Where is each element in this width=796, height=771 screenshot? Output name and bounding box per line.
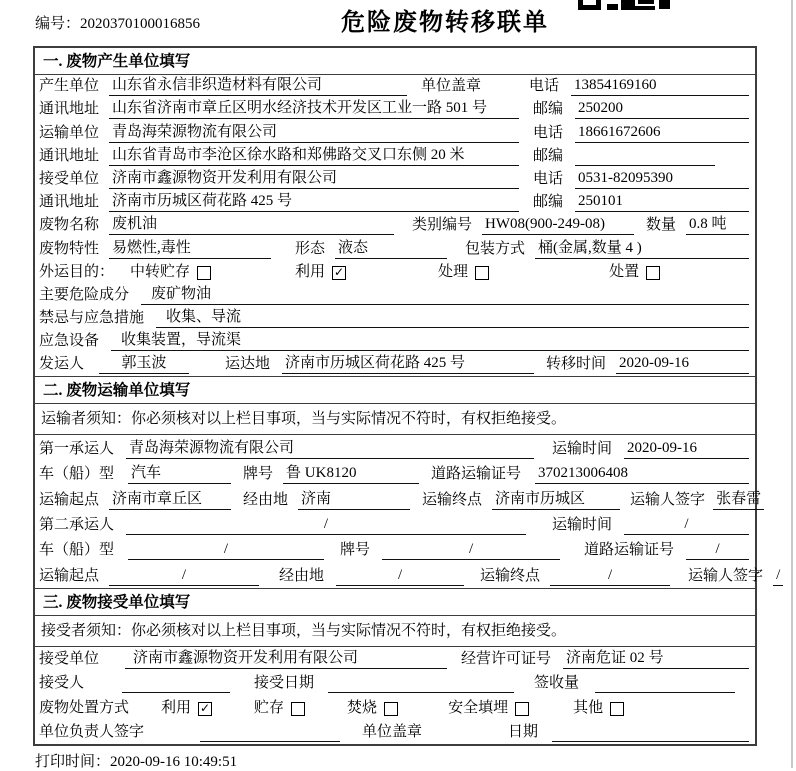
row-second-carrier (35, 512, 755, 537)
signed-quantity-value (595, 674, 735, 693)
disposal-store-label: 贮存 (254, 699, 285, 716)
first-carrier-value: 青岛海荣源物流有限公司 (126, 439, 534, 459)
disposal-method-label: 废物处置方式 (39, 699, 130, 716)
receiver-phone-label: 电话 (533, 170, 564, 187)
destination-value: 济南市历城区荷花路 425 号 (282, 354, 534, 374)
second-carrier-label: 第二承运人 (39, 517, 115, 533)
row-hazardous-component (35, 284, 755, 307)
print-time-label: 打印时间： (35, 754, 111, 770)
manifest-form (33, 46, 781, 746)
transporter-address-label: 通讯地址 (39, 147, 100, 164)
row-vehicle1 (35, 461, 755, 486)
disposal-option-store (254, 699, 305, 718)
emergency-equipment-label: 应急设备 (39, 333, 100, 350)
purpose-dispose-label: 处置 (609, 263, 640, 280)
row-emergency-measures (35, 307, 755, 330)
second-carrier-value: / (126, 515, 526, 535)
print-time-value: 2020-09-16 10:49:51 (110, 754, 238, 770)
destination-label: 运达地 (225, 356, 271, 373)
vehicle-type1-label: 车（船）型 (39, 466, 115, 483)
receiver-unit-label: 接受单位 (39, 170, 100, 187)
plate-number2-value: / (382, 540, 560, 560)
purpose-utilize-label: 利用 (295, 263, 326, 280)
receiver-seal-label: 单位盖章 (362, 723, 423, 740)
waste-name-label: 废物名称 (39, 217, 100, 234)
purpose-transit-storage-label: 中转贮存 (130, 263, 191, 280)
origin2-label: 运输起点 (39, 567, 100, 584)
row-consignor (35, 353, 755, 376)
generator-unit-label: 产生单位 (39, 78, 100, 95)
via1-label: 经由地 (243, 491, 289, 508)
disposal-utilize-label: 利用 (161, 699, 192, 716)
serial-label: 编号： (35, 16, 81, 32)
purpose-option-dispose (609, 263, 660, 282)
license-number-label: 经营许可证号 (461, 651, 552, 668)
quantity-value: 0.8 吨 (686, 215, 749, 235)
generator-address-label: 通讯地址 (39, 101, 100, 118)
receiver-postcode-label: 邮编 (533, 194, 564, 211)
disposal-store-checkbox-icon (291, 702, 305, 716)
transporter-signature2-label: 运输人签字 (688, 567, 764, 584)
serial-value: 2020370100016856 (80, 16, 201, 32)
origin2-value: / (109, 566, 259, 586)
section1-title: 一. 废物产生单位填写 (35, 48, 755, 75)
emergency-equipment-value: 收集装置，导流渠 (111, 331, 749, 351)
row-receiver-unit (35, 168, 755, 191)
via2-value: / (336, 566, 464, 586)
hazardous-component-value: 废矿物油 (141, 285, 749, 305)
disposal-option-utilize (161, 699, 212, 718)
waste-property-value: 易燃性,毒性 (109, 239, 271, 259)
disposal-option-incinerate (347, 699, 398, 718)
purpose-utilize-checkbox-icon: ✓ (334, 265, 345, 280)
transfer-date-label: 转移时间 (546, 356, 607, 373)
generator-phone-label: 电话 (529, 78, 560, 95)
transport-time1-value: 2020-09-16 (624, 439, 749, 459)
disposal-option-landfill (448, 699, 529, 718)
row-transporter-unit (35, 121, 755, 144)
transporter-signature2-value: / (773, 566, 783, 586)
packaging-label: 包装方式 (465, 240, 526, 257)
plate-number1-value: 鲁 UK8120 (283, 464, 419, 484)
section-generator (35, 48, 755, 376)
purpose-treat-checkbox-icon (475, 266, 489, 280)
disposal-incinerate-label: 焚烧 (347, 699, 378, 716)
row-route2 (35, 562, 781, 587)
plate-number1-label: 牌号 (243, 466, 274, 483)
waste-name-value: 废机油 (109, 215, 394, 235)
accepting-unit-value: 济南市鑫源物资开发利用有限公司 (125, 649, 447, 669)
form-state-label: 形态 (295, 240, 326, 257)
unit-seal-label: 单位盖章 (421, 78, 482, 95)
plate-number2-label: 牌号 (340, 542, 371, 559)
qr-code-fragment-icon (578, 0, 670, 11)
emergency-measures-value: 收集、导流 (156, 308, 749, 328)
row-receiver-address (35, 191, 755, 214)
transporter-signature1-label: 运输人签字 (630, 491, 706, 508)
origin1-label: 运输起点 (39, 491, 100, 508)
row-generator-unit (35, 75, 755, 98)
disposal-incinerate-checkbox-icon (384, 702, 398, 716)
generator-unit-value: 山东省永信非织造材料有限公司 (109, 76, 407, 96)
row-disposal-method (35, 695, 755, 719)
road-permit2-value: / (686, 540, 749, 560)
receiver-address-label: 通讯地址 (39, 194, 100, 211)
purpose-option-treat (438, 263, 489, 282)
generator-postcode-label: 邮编 (533, 101, 564, 118)
row-route1 (35, 486, 762, 511)
transport-time2-value: / (624, 515, 749, 535)
receiver-address-value: 济南市历城区荷花路 425 号 (109, 192, 519, 212)
road-permit1-label: 道路运输证号 (431, 466, 522, 483)
disposal-other-label: 其他 (573, 699, 604, 716)
disposal-landfill-checkbox-icon (515, 702, 529, 716)
disposal-utilize-checkbox-icon: ✓ (200, 701, 211, 716)
waste-property-label: 废物特性 (39, 240, 100, 257)
row-transporter-address (35, 145, 755, 168)
disposal-other-checkbox-icon (610, 702, 624, 716)
row-responsible-signature (35, 720, 755, 744)
generator-postcode-value: 250200 (575, 99, 749, 119)
row-accepting-unit (35, 647, 755, 671)
row-vehicle2 (35, 537, 755, 562)
consignor-label: 发运人 (39, 356, 85, 373)
acceptor-label: 接受人 (39, 675, 85, 692)
via1-value: 济南 (298, 490, 410, 510)
responsible-signature-value (200, 723, 340, 742)
license-number-value: 济南危证 02 号 (563, 649, 749, 669)
receiver-unit-value: 济南市鑫源物资开发利用有限公司 (109, 169, 519, 189)
generator-address-value: 山东省济南市章丘区明水经济技术开发区工业一路 501 号 (109, 99, 519, 119)
disposal-landfill-label: 安全填埋 (448, 699, 509, 716)
category-code-label: 类别编号 (412, 217, 473, 234)
receiver-postcode-value: 250101 (575, 192, 749, 212)
transporter-postcode-label: 邮编 (533, 147, 564, 164)
terminal1-value: 济南市历城区 (492, 490, 620, 510)
date-value (552, 723, 749, 742)
purpose-option-utilize (295, 263, 346, 282)
vehicle-type2-label: 车（船）型 (39, 542, 115, 559)
consignor-value: 郭玉波 (99, 354, 189, 374)
acceptor-value (122, 674, 230, 693)
first-carrier-label: 第一承运人 (39, 440, 115, 457)
accept-date-label: 接受日期 (254, 675, 315, 692)
transfer-purpose-label: 外运目的： (39, 263, 115, 280)
receiver-notice: 接受者须知：你必须核对以上栏目事项，当与实际情况不符时，有权拒绝接受。 (35, 616, 755, 647)
row-waste-property (35, 237, 755, 260)
transporter-notice: 运输者须知：你必须核对以上栏目事项，当与实际情况不符时，有权拒绝接受。 (35, 404, 755, 435)
row-generator-address (35, 98, 755, 121)
form-state-value: 液态 (335, 239, 447, 259)
transporter-phone-value: 18661672606 (575, 123, 749, 143)
transfer-date-value: 2020-09-16 (616, 354, 749, 374)
transport-time1-label: 运输时间 (552, 440, 613, 457)
row-waste-name (35, 214, 755, 237)
vehicle-type2-value: / (128, 540, 324, 560)
transporter-unit-value: 青岛海荣源物流有限公司 (109, 123, 519, 143)
transport-time2-label: 运输时间 (552, 517, 613, 533)
road-permit2-label: 道路运输证号 (584, 542, 675, 559)
transporter-unit-label: 运输单位 (39, 124, 100, 141)
responsible-signature-label: 单位负责人签字 (39, 723, 145, 740)
packaging-value: 桶(金属,数量 4 ) (535, 239, 749, 259)
category-code-value: HW08(900-249-08) (482, 215, 634, 235)
generator-phone-value: 13854169160 (571, 76, 749, 96)
section-transporter (35, 376, 781, 587)
road-permit1-value: 370213006408 (535, 464, 749, 484)
signed-quantity-label: 签收量 (534, 675, 580, 692)
section-receiver (35, 588, 755, 744)
row-first-carrier (35, 435, 755, 460)
page-edge-divider (791, 0, 793, 768)
transporter-signature1-value: 张春雷 (713, 490, 764, 510)
section3-title: 三. 废物接受单位填写 (35, 588, 755, 616)
purpose-transit-storage-checkbox-icon (197, 266, 211, 280)
origin1-value: 济南市章丘区 (109, 490, 231, 510)
page-title: 危险废物转移联单 (341, 10, 549, 36)
purpose-option-transit-storage (130, 263, 211, 282)
date-label: 日期 (508, 723, 539, 740)
disposal-option-other (573, 699, 624, 718)
accepting-unit-label: 接受单位 (39, 651, 100, 668)
via2-label: 经由地 (279, 567, 325, 584)
row-emergency-equipment (35, 330, 755, 353)
terminal2-label: 运输终点 (480, 567, 541, 584)
section2-title: 二. 废物运输单位填写 (35, 376, 755, 404)
transporter-address-value: 山东省青岛市李沧区徐水路和郑佛路交叉口东侧 20 米 (109, 146, 519, 166)
transporter-phone-label: 电话 (533, 124, 564, 141)
row-acceptor (35, 671, 755, 695)
receiver-phone-value: 0531-82095390 (575, 169, 749, 189)
accept-date-value (328, 674, 514, 693)
hazardous-component-label: 主要危险成分 (39, 286, 130, 303)
quantity-label: 数量 (646, 217, 677, 234)
vehicle-type1-value: 汽车 (128, 464, 231, 484)
emergency-measures-label: 禁忌与应急措施 (39, 310, 145, 327)
purpose-treat-label: 处理 (438, 263, 469, 280)
terminal1-label: 运输终点 (422, 491, 483, 508)
terminal2-value: / (550, 566, 670, 586)
row-transfer-purpose (35, 261, 755, 284)
purpose-dispose-checkbox-icon (646, 266, 660, 280)
transporter-postcode-value (575, 147, 715, 166)
